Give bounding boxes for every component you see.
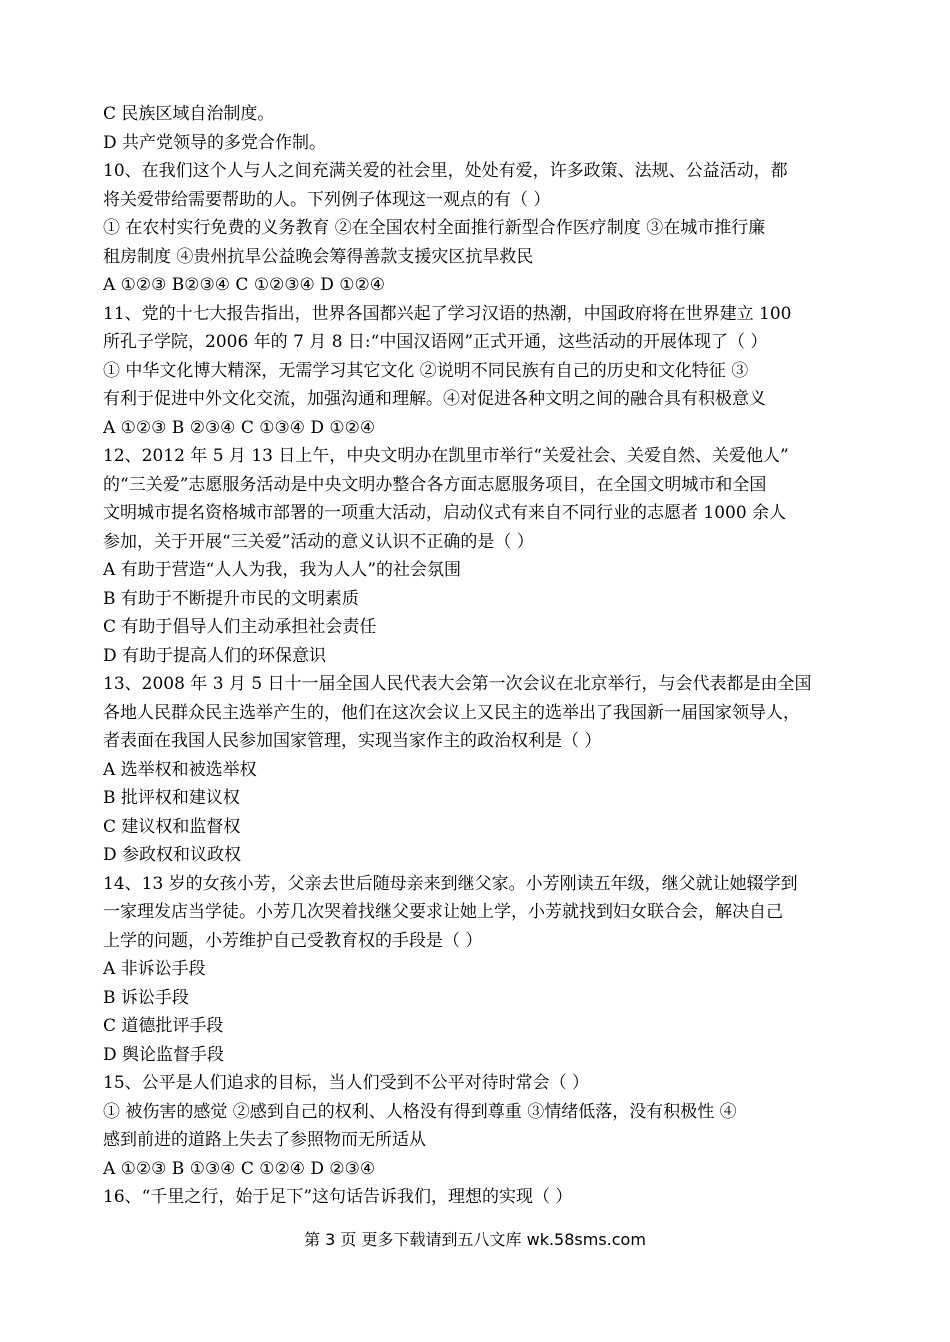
text-line: 上学的问题，小芳维护自己受教育权的手段是（ ） — [103, 930, 483, 951]
text-line: B 诉讼手段 — [103, 987, 189, 1008]
text-line: 租房制度 ④贵州抗旱公益晚会筹得善款支援灾区抗旱救民 — [103, 246, 534, 267]
text-line: 12、2012 年 5 月 13 日上午，中央文明办在凯里市举行“关爱社会、关爱自然、关爱他人” — [103, 446, 789, 466]
text-line: ① 被伤害的感觉 ②感到自己的权利、人格没有得到尊重 ③情绪低落，没有积极性 ④ — [103, 1101, 737, 1122]
page-content — [103, 100, 883, 1212]
text-line: A 非诉讼手段 — [103, 959, 206, 979]
text-line: 13、2008 年 3 月 5 日十一届全国人民代表大会第一次会议在北京举行，与会代表都是由全国 — [103, 674, 812, 694]
text-line: 所孔子学院，2006 年的 7 月 8 日:“中国汉语网”正式开通，这些活动的开展体现了（ ） — [103, 332, 768, 352]
text-line: B 批评权和建议权 — [103, 788, 240, 808]
text-line: 一家理发店当学徒。小芳几次哭着找继父要求让她上学，小芳就找到妇女联合会，解决自己 — [103, 902, 783, 922]
text-line: 有利于促进中外文化交流，加强沟通和理解。④对促进各种文明之间的融合具有积极意义 — [103, 389, 766, 409]
text-line: A 选举权和被选举权 — [103, 759, 257, 780]
text-line: 14、13 岁的女孩小芳，父亲去世后随母亲来到继父家。小芳刚读五年级，继父就让她辍学到 — [103, 873, 798, 894]
text-line: A ①②③ B ②③④ C ①③④ D ①②④ — [103, 417, 376, 438]
text-line: 参加，关于开展“三关爱”活动的意义认识不正确的是（ ） — [103, 531, 534, 552]
text-line: D 共产党领导的多党合作制。 — [103, 132, 327, 153]
text-line: 16、“千里之行，始于足下”这句话告诉我们，理想的实现（ ） — [103, 1187, 573, 1207]
text-line: ① 在农村实行免费的义务教育 ②在全国农村全面推行新型合作医疗制度 ③在城市推行廉 — [103, 218, 766, 238]
text-line: 15、公平是人们追求的目标，当人们受到不公平对待时常会（ ） — [103, 1073, 590, 1093]
text-line: A ①②③ B②③④ C ①②③④ D ①②④ — [103, 275, 385, 295]
text-line: A 有助于营造“人人为我，我为人人”的社会氛围 — [103, 560, 462, 580]
text-line: 10、在我们这个人与人之间充满关爱的社会里，处处有爱，许多政策、法规、公益活动，都 — [103, 161, 788, 181]
page-footer: 第 3 页 更多下载请到五八文库 wk.58sms.com — [304, 1230, 646, 1249]
text-line: C 道德批评手段 — [103, 1016, 224, 1036]
text-line: C 民族区域自治制度。 — [103, 104, 275, 124]
text-line: D 有助于提高人们的环保意识 — [103, 645, 327, 666]
text-line: 者表面在我国人民参加国家管理，实现当家作主的政治权利是（ ） — [103, 731, 602, 751]
text-line: 感到前进的道路上失去了参照物而无所适从 — [103, 1130, 426, 1150]
text-line: D 舆论监督手段 — [103, 1044, 225, 1065]
text-line: 各地人民群众民主选举产生的，他们在这次会议上又民主的选举出了我国新一届国家领导人， — [103, 702, 800, 723]
text-line: C 建议权和监督权 — [103, 816, 241, 837]
text-line: C 有助于倡导人们主动承担社会责任 — [103, 617, 377, 637]
text-line: 文明城市提名资格城市部署的一项重大活动，启动仪式有来自不同行业的志愿者 1000 余人 — [103, 503, 787, 523]
text-line: 11、党的十七大报告指出，世界各国都兴起了学习汉语的热潮，中国政府将在世界建立 100 — [103, 303, 792, 324]
text-line: 将关爱带给需要帮助的人。下列例子体现这一观点的有（ ） — [103, 189, 551, 210]
text-line: 的“三关爱”志愿服务活动是中央文明办整合各方面志愿服务项目，在全国文明城市和全国 — [103, 474, 767, 495]
text-line: ① 中华文化博大精深，无需学习其它文化 ②说明不同民族有自己的历史和文化特征 ③ — [103, 360, 749, 381]
text-line: D 参政权和议政权 — [103, 845, 242, 865]
text-line: A ①②③ B ①③④ C ①②④ D ②③④ — [103, 1158, 376, 1179]
text-line: B 有助于不断提升市民的文明素质 — [103, 588, 359, 609]
